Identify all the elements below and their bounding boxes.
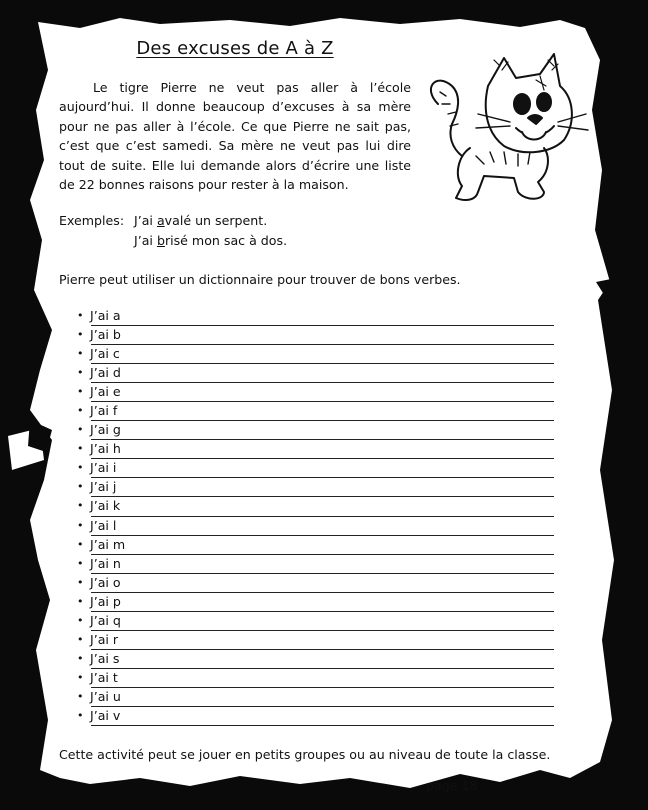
bullet-icon: •	[77, 366, 84, 380]
bullet-icon: •	[77, 556, 84, 570]
bullet-icon: •	[77, 442, 84, 456]
example-2-rest: risé mon sac à dos.	[164, 233, 288, 248]
list-item[interactable]	[74, 707, 564, 726]
list-item[interactable]	[74, 478, 564, 497]
list-item[interactable]	[74, 364, 564, 383]
list-item[interactable]	[74, 459, 564, 478]
list-item-label: J’ai r	[90, 631, 119, 647]
story-paragraph	[59, 78, 411, 194]
bullet-icon: •	[77, 537, 84, 551]
list-item-label: J’ai v	[90, 707, 121, 723]
cartoon-cat-illustration	[418, 52, 590, 212]
list-item-label: J’ai h	[90, 441, 121, 457]
list-item-label: J’ai g	[90, 422, 121, 438]
bullet-icon: •	[77, 632, 84, 646]
list-item[interactable]	[74, 555, 564, 574]
list-item[interactable]	[74, 440, 564, 459]
example-2-letter: b	[156, 233, 165, 248]
list-item[interactable]	[74, 307, 564, 326]
bullet-icon: •	[77, 575, 84, 589]
list-item-label: J’ai m	[90, 536, 126, 552]
list-item-label: J’ai b	[90, 327, 121, 343]
list-item-label: J’ai s	[90, 650, 120, 666]
bullet-icon: •	[77, 461, 84, 475]
list-item-label: J’ai a	[90, 308, 121, 323]
example-1-rest: valé un serpent.	[164, 213, 268, 228]
list-item-label: J’ai k	[90, 498, 121, 514]
list-item-label: J’ai p	[90, 593, 121, 609]
bullet-icon: •	[77, 518, 84, 532]
list-item[interactable]	[74, 421, 564, 440]
bullet-icon: •	[77, 480, 84, 494]
bullet-icon: •	[77, 309, 84, 322]
list-item[interactable]	[74, 345, 564, 364]
list-item-label: J’ai o	[90, 574, 121, 590]
bullet-icon: •	[77, 670, 84, 684]
list-item-label: J’ai t	[90, 669, 118, 685]
example-2	[134, 233, 287, 248]
footer-note: Cette activité peut se jouer en petits groupes ou au niveau de toute la classe.	[59, 747, 551, 762]
list-item[interactable]	[74, 688, 564, 707]
list-item[interactable]	[74, 326, 564, 345]
list-item-label: J’ai i	[90, 460, 117, 476]
page-number: page 18	[426, 778, 478, 793]
list-item[interactable]	[74, 593, 564, 612]
bullet-icon: •	[77, 423, 84, 437]
bullet-icon: •	[77, 328, 84, 342]
example-1-prefix: J’ai	[134, 213, 157, 228]
list-item-label: J’ai e	[90, 384, 121, 400]
example-1	[134, 213, 267, 228]
list-item[interactable]	[74, 497, 564, 516]
page-title: Des excuses de A à Z	[136, 38, 334, 59]
bullet-icon: •	[77, 594, 84, 608]
list-item[interactable]	[74, 650, 564, 669]
bullet-icon: •	[77, 404, 84, 418]
bullet-icon: •	[77, 651, 84, 665]
list-item-label: J’ai l	[90, 517, 117, 533]
bullet-icon: •	[77, 347, 84, 361]
bullet-icon: •	[77, 499, 84, 513]
list-item[interactable]	[74, 612, 564, 631]
list-item-label: J’ai n	[90, 555, 121, 571]
excuse-list	[74, 307, 564, 726]
example-1-letter: a	[156, 213, 165, 228]
list-item[interactable]	[74, 631, 564, 650]
example-2-prefix: J’ai	[134, 233, 157, 248]
list-item-label: J’ai f	[90, 403, 118, 419]
bullet-icon: •	[77, 613, 84, 627]
list-item[interactable]	[74, 669, 564, 688]
examples-label: Exemples:	[59, 213, 125, 228]
list-item-label: J’ai q	[90, 612, 121, 628]
bullet-icon: •	[77, 385, 84, 399]
answer-line[interactable]	[91, 725, 554, 726]
bullet-icon: •	[77, 689, 84, 703]
list-item[interactable]	[74, 402, 564, 421]
list-item-label: J’ai d	[90, 365, 121, 381]
list-item-label: J’ai c	[90, 346, 120, 362]
bullet-icon: •	[77, 708, 84, 722]
list-item[interactable]	[74, 383, 564, 402]
list-item-label: J’ai u	[90, 688, 121, 704]
list-item[interactable]	[74, 574, 564, 593]
instruction-text: Pierre peut utiliser un dictionnaire pour trouver de bons verbes.	[59, 272, 461, 287]
list-item[interactable]	[74, 536, 564, 555]
list-item-label: J’ai j	[90, 479, 117, 495]
list-item[interactable]	[74, 517, 564, 536]
story-text: Le tigre Pierre ne veut pas aller à l’école aujourd’hui. Il donne beaucoup d’excuses à sa mère pour ne pas aller à l’école. Ce que Pierre ne sait pas, c’est que c’est samedi. Sa mère ne veut pas lui dire tout de suite. Elle lui demande alors d’écrire une liste de 22 bonnes raisons pour rester à la maison.	[59, 80, 411, 193]
